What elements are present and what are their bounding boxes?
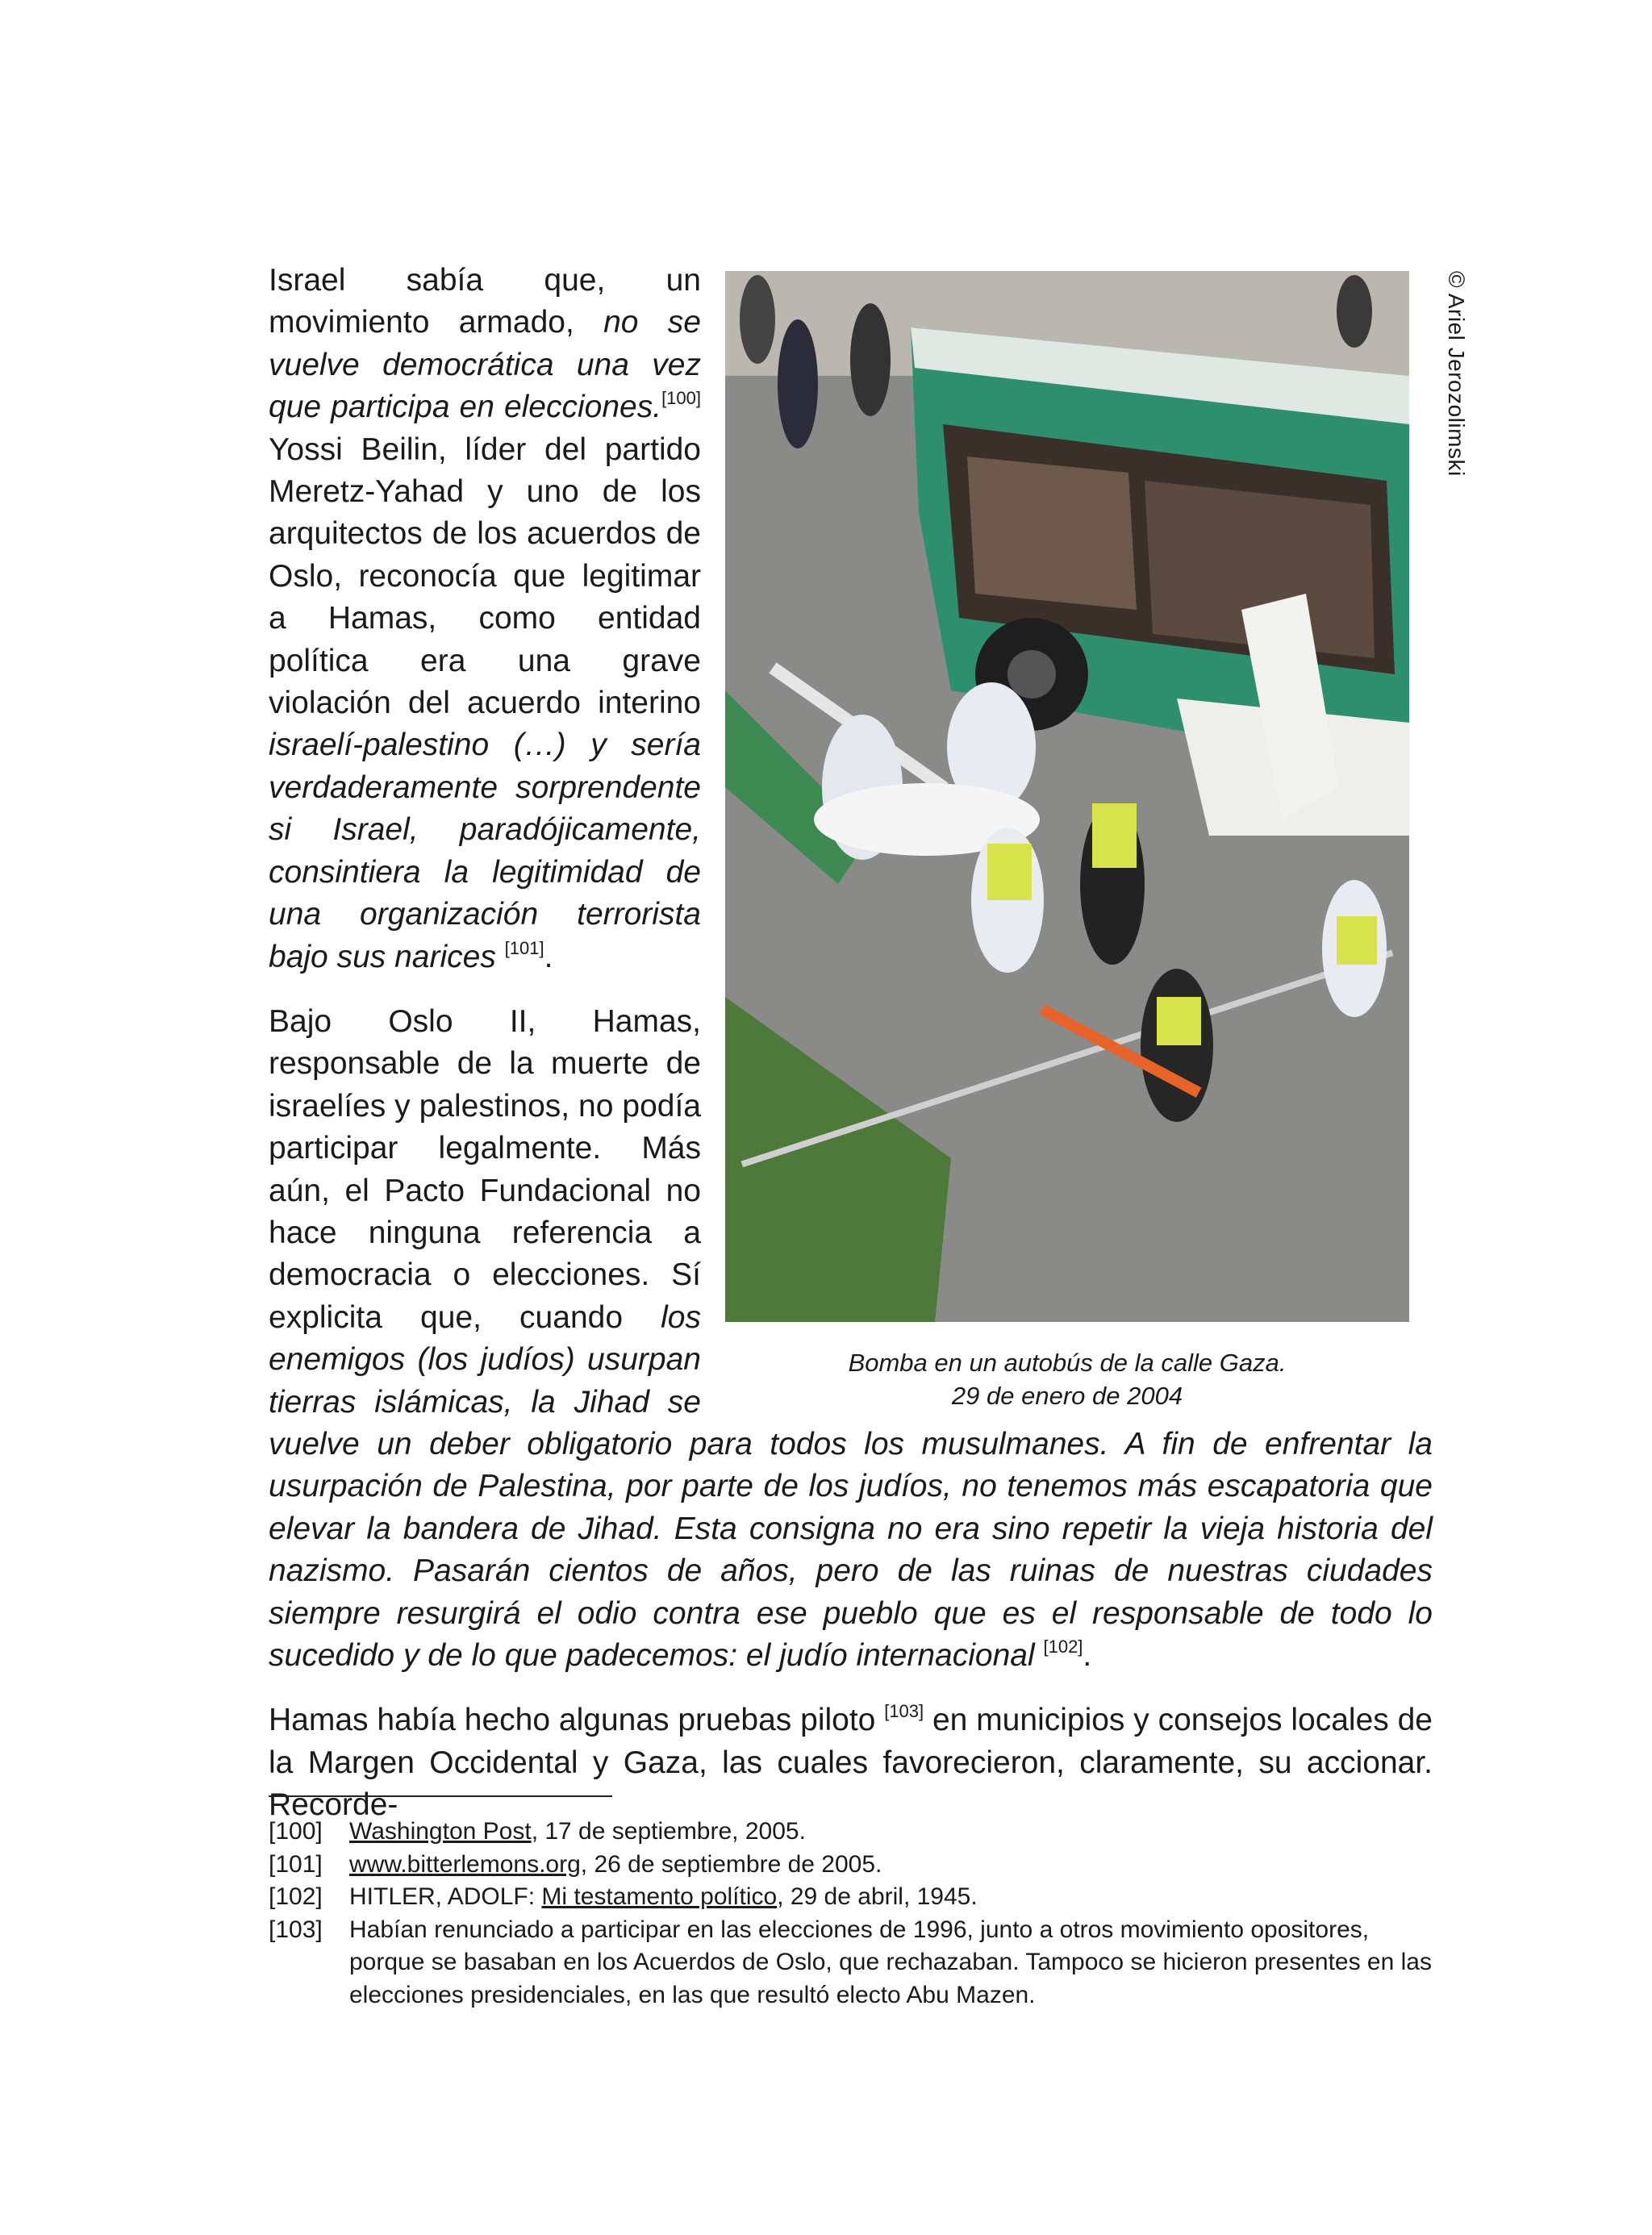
footnote-text: Habían renunciado a participar en las elecciones de 1996, junto a otros movimiento opositores, porque se basaban en los Acuerdos de Oslo, que rechazaban. Tampoco se hicieron presentes en las elecciones presidenciales, en las que resultó electo Abu Mazen. xyxy=(349,1916,1432,2008)
text-run: en municipios y consejos locales de la Margen Occidental y Gaza, las cuales favorecieron, claramente, su accionar. Recorde- xyxy=(269,1703,1433,1823)
footnote-number: [103] xyxy=(269,1916,323,1943)
footnote-source-link[interactable]: www.bitterlemons.org xyxy=(349,1850,581,1878)
italic-run: no se vuelve democrática una vez que participa en elecciones. xyxy=(269,305,701,425)
text-run: . xyxy=(1083,1638,1092,1673)
italic-run: los enemigos (los judíos) usurpan tierras islámicas, la Jihad se vuelve un deber obligatorio para todos los musulmanes. A fin de enfrentar la usurpación de Palestina, por parte de los judíos, no tenemos más escapatoria que elevar la bandera de Jihad. Esta consigna no era sino repetir la vieja historia del nazismo. Pasarán cientos de años, pero de las ruinas de nuestras ciudades siempre resurgirá el odio contra ese pueblo que es el responsable de todo lo sucedido y de lo que padecemos: el judío internacional xyxy=(269,1299,1433,1673)
footnote-ref[interactable]: [103] xyxy=(884,1701,924,1722)
figure-caption xyxy=(725,1346,1409,1414)
bus-bombing-photo xyxy=(725,271,1409,1322)
footnote-102 xyxy=(269,1881,1433,1914)
footnote-ref[interactable]: [100] xyxy=(661,388,701,409)
paragraph-3 xyxy=(269,1699,1433,1826)
footnote-ref[interactable]: [102] xyxy=(1043,1637,1083,1657)
footnote-number: [100] xyxy=(269,1818,323,1845)
footnote-text xyxy=(349,1849,1433,1882)
text-run: Israel sabía que, un movimiento armado, xyxy=(269,263,701,340)
text-run: . xyxy=(544,939,553,974)
text-run: Yossi Beilin, líder del partido Meretz-Yahad y uno de los arquitectos de los acuerdos de Oslo, reconocía que legitimar a Hamas, como entidad política era una grave violación del acuerdo interino xyxy=(269,432,701,721)
text-run: Bajo Oslo II, Hamas, responsable de la muerte de israelíes y palestinos, no podía participar legalmente. Más aún, el Pacto Fundacional no hace ninguna referencia a democracia o elecciones. Sí explicita que, cuando xyxy=(269,1003,701,1335)
footnote-number: [101] xyxy=(269,1850,323,1878)
footnote-divider xyxy=(269,1795,612,1797)
text-run: Hamas había hecho algunas pruebas piloto xyxy=(269,1703,885,1738)
footnote-101 xyxy=(269,1849,1433,1882)
bus-bombing-illustration xyxy=(725,271,1409,1322)
photo-credit: © Ariel Jerozolimski xyxy=(1444,271,1469,477)
footnote-source-link[interactable]: Washington Post xyxy=(349,1818,532,1845)
footnote-text xyxy=(349,1881,1433,1914)
footnote-number: [102] xyxy=(269,1883,323,1910)
footnote-source-link[interactable]: Mi testamento político xyxy=(541,1883,778,1910)
footnote-rest: , 17 de septiembre, 2005. xyxy=(531,1818,806,1845)
footnote-text xyxy=(349,1816,1433,1849)
caption-line-2: 29 de enero de 2004 xyxy=(951,1382,1183,1410)
figure xyxy=(725,271,1433,1414)
footnote-rest: , 26 de septiembre de 2005. xyxy=(580,1850,882,1878)
footnote-100 xyxy=(269,1816,1433,1849)
italic-run: israelí-palestino (…) y sería verdaderamente sorprendente si Israel, paradójicamente, consintiera la legitimidad de una organización terrorista bajo sus narices xyxy=(269,728,701,974)
footnote-103 xyxy=(269,1914,1433,2012)
body-text xyxy=(269,260,1433,1827)
footnote-author: HITLER, ADOLF: xyxy=(349,1883,542,1910)
caption-line-1: Bomba en un autobús de la calle Gaza. xyxy=(848,1349,1287,1377)
footnotes xyxy=(269,1816,1433,2012)
footnote-rest: , 29 de abril, 1945. xyxy=(777,1883,978,1910)
footnote-ref[interactable]: [101] xyxy=(504,937,544,958)
